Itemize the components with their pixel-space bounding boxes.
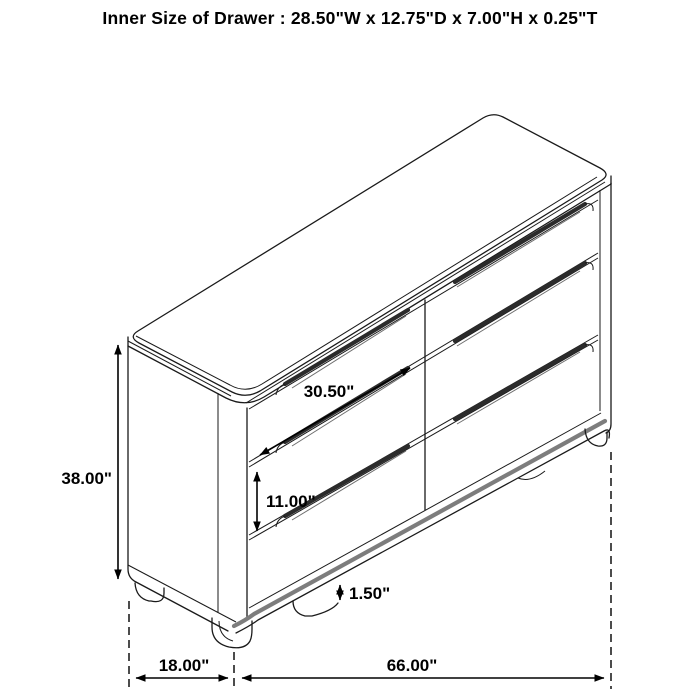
dimension-annotations: [61, 345, 611, 689]
drawer-handle-grooves: [276, 204, 593, 527]
dimension-overall-height-label: 38.00": [61, 469, 112, 488]
dresser-base-and-feet: [212, 421, 609, 648]
drawer-middle-right-handle: [455, 263, 585, 341]
drawer-top-left-handle: [285, 310, 408, 384]
dimension-drawer-width-label: 30.50": [303, 382, 355, 401]
dimension-depth-label: 18.00": [158, 656, 210, 675]
dresser-top-panel: [128, 115, 611, 403]
base-shadow-line: [234, 421, 605, 626]
front-left-foot: [212, 618, 252, 648]
diagram-title: Inner Size of Drawer : 28.50"W x 12.75"D x 7.00"H x 0.25"T: [102, 8, 598, 28]
dimension-drawer-height-label: 11.00": [266, 492, 316, 511]
front-left-bracket-foot: [293, 601, 338, 616]
drawer-top-right-handle: [455, 204, 585, 282]
back-left-foot: [135, 583, 164, 602]
dimension-base-clearance-label: 1.50": [349, 584, 391, 603]
dresser-left-side-panel: [128, 337, 247, 631]
dimension-width-label: 66.00": [386, 656, 438, 675]
drawer-bottom-right-handle: [455, 345, 585, 419]
